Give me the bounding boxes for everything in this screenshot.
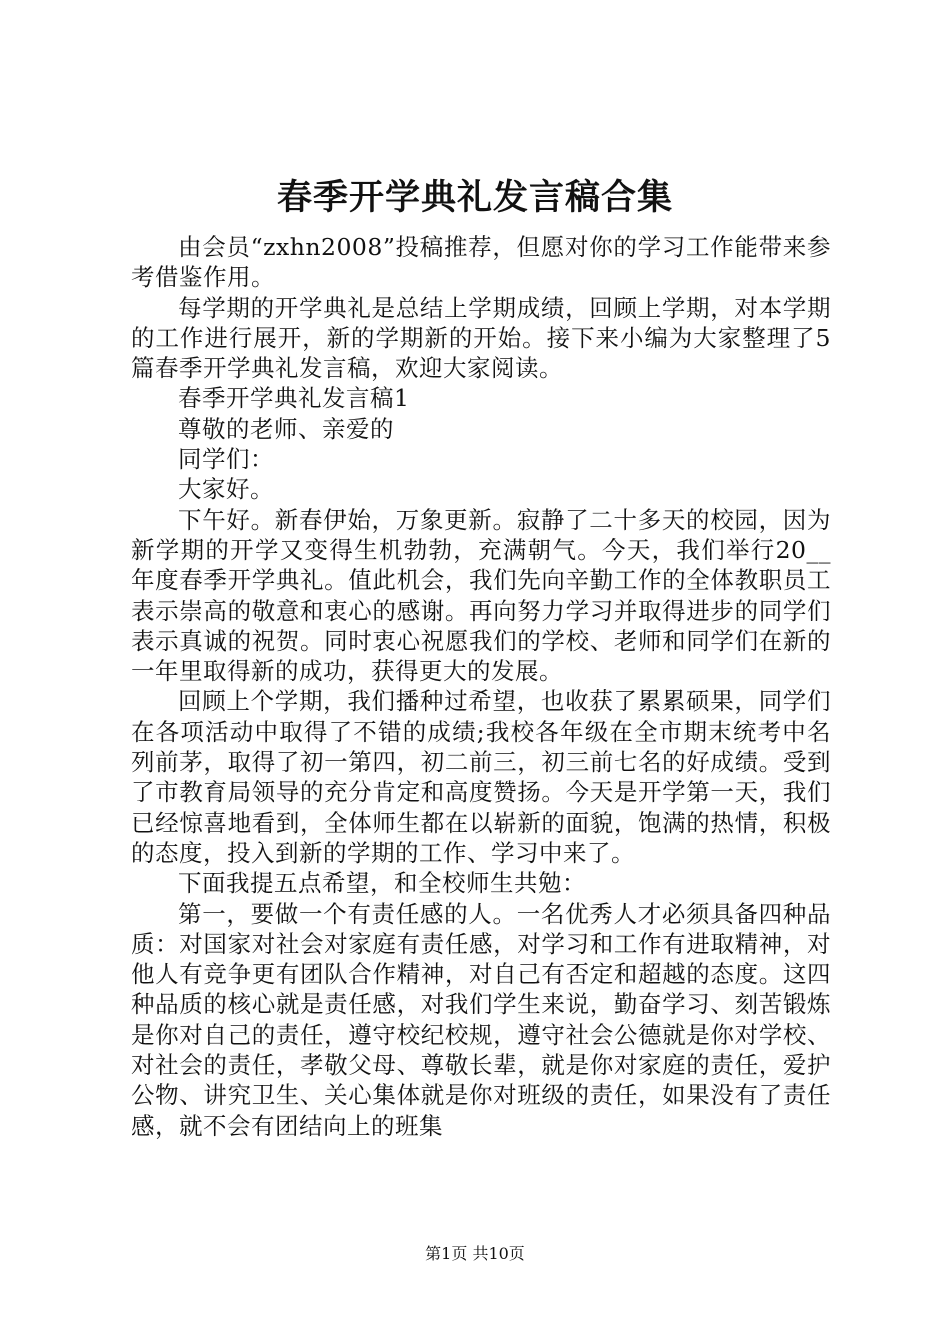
paragraph-review: 回顾上个学期，我们播种过希望，也收获了累累硕果，同学们在各项活动中取得了不错的成绩;我校各年级在全市期末统考中名列前茅，取得了初一第四，初二前三，初三前七名的好成绩。受到了市教育局领导的充分肯定和高度赞扬。今天是开学第一天，我们已经惊喜地看到，全体师生都在以崭新的面貌，饱满的热情，积极的态度，投入到新的学期的工作、学习中来了。 [131, 687, 831, 867]
document-body [131, 232, 831, 1141]
paragraph-hopes-intro: 下面我提五点希望，和全校师生共勉： [178, 869, 586, 898]
paragraph-greeting: 大家好。 [178, 475, 274, 504]
paragraph-salutation: 尊敬的老师、亲爱的 [178, 414, 394, 443]
paragraph-intro: 由会员“zxhn2008”投稿推荐，但愿对你的学习工作能带来参考借鉴作用。 [131, 233, 831, 292]
paragraph-summary: 每学期的开学典礼是总结上学期成绩，回顾上学期，对本学期的工作进行展开，新的学期新的开始。接下来小编为大家整理了5篇春季开学典礼发言稿，欢迎大家阅读。 [131, 293, 831, 383]
page-footer: 第1页 共10页 [425, 1244, 525, 1263]
paragraph-first-point: 第一，要做一个有责任感的人。一名优秀人才必须具备四种品质：对国家对社会对家庭有责任感，对学习和工作有进取精神，对他人有竞争更有团队合作精神，对自己有否定和超越的态度。这四种品质的核心就是责任感，对我们学生来说，勤奋学习、刻苦锻炼是你对自己的责任，遵守校纪校规，遵守社会公德就是你对学校、对社会的责任，孝敬父母、尊敬长辈，就是你对家庭的责任，爱护公物、讲究卫生、关心集体就是你对班级的责任，如果没有了责任感，就不会有团结向上的班集 [131, 899, 831, 1140]
paragraph-opening: 下午好。新春伊始，万象更新。寂静了二十多天的校园，因为新学期的开学又变得生机勃勃，充满朝气。今天，我们举行20__年度春季开学典礼。值此机会，我们先向辛勤工作的全体教职员工表示崇高的敬意和衷心的感谢。再向努力学习并取得进步的同学们表示真诚的祝贺。同时衷心祝愿我们的学校、老师和同学们在新的一年里取得新的成功，获得更大的发展。 [131, 505, 831, 686]
section-heading: 春季开学典礼发言稿1 [178, 384, 410, 413]
paragraph-salutation-cont: 同学们： [178, 445, 274, 474]
document-title: 春季开学典礼发言稿合集 [276, 177, 673, 218]
